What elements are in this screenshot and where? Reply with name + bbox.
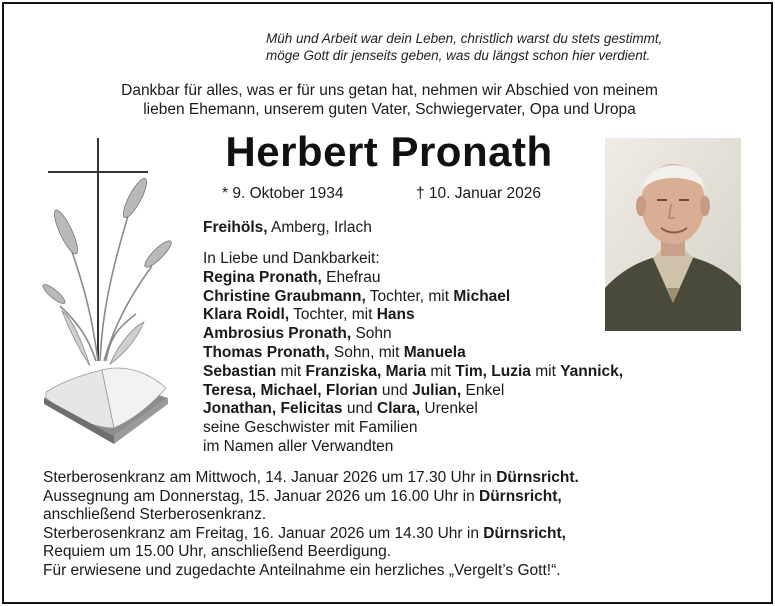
mourner-line-segment: Klara Roidl,: [203, 306, 290, 324]
deceased-name: Herbert Pronath: [225, 128, 553, 175]
mourner-line-segment: Clara,: [377, 400, 421, 418]
mourner-line-segment: Enkel: [461, 381, 505, 399]
event-line-segment: Sterberosenkranz am Freitag, 16. Januar 2026 um 14.30 Uhr in: [43, 524, 484, 542]
event-line-segment: Dürnsricht.: [496, 469, 579, 486]
event-line: [43, 488, 579, 507]
mourner-line-segment: Ambrosius Pronath,: [203, 325, 352, 343]
mourner-line: [203, 363, 623, 382]
mourner-line-segment: seine Geschwister mit Familien: [203, 419, 418, 437]
mourner-line-segment: Tochter, mit: [289, 306, 377, 324]
mourner-line-segment: Thomas Pronath,: [203, 343, 330, 361]
mourner-line-segment: und: [377, 381, 413, 399]
portrait-photo: [605, 138, 741, 331]
mourner-line-segment: Ehefrau: [321, 268, 381, 286]
event-line-segment: anschließend Sterberosenkranz.: [43, 506, 267, 524]
death-date: † 10. Januar 2026: [416, 185, 541, 202]
birth-date: * 9. Oktober 1934: [222, 185, 344, 202]
event-line: [43, 562, 579, 581]
mourner-line-segment: im Namen aller Verwandten: [203, 437, 394, 455]
mourner-line-segment: mit: [530, 362, 561, 380]
verse: [266, 30, 756, 64]
event-line: [43, 506, 579, 525]
event-line-segment: Dürnsricht,: [479, 487, 562, 505]
mourner-line-segment: Sohn: [351, 325, 392, 343]
event-line-segment: Requiem um 15.00 Uhr, anschließend Beerdigung.: [43, 543, 392, 561]
verse-line: möge Gott dir jenseits geben, was du längst schon hier verdient.: [266, 48, 651, 63]
mourner-line: [203, 438, 623, 457]
residence-main: Freihöls,: [203, 219, 268, 236]
mourner-line-segment: Sebastian: [203, 362, 277, 380]
mourner-line-segment: Michael: [453, 287, 511, 305]
mourner-line: [203, 288, 623, 307]
mourner-line-segment: Yannick,: [560, 362, 624, 380]
residence-rest: Amberg, Irlach: [267, 219, 372, 236]
mourner-line-segment: mit: [276, 362, 306, 380]
mourner-line-segment: Sohn, mit: [329, 343, 404, 361]
mourner-line: [203, 325, 623, 344]
mourner-line: [203, 306, 623, 325]
cross-wheat-book-illustration: [40, 136, 180, 456]
mourner-line-segment: Tochter, mit: [365, 287, 454, 305]
mourner-line: [203, 344, 623, 363]
mourner-line: [203, 269, 623, 288]
event-line: [43, 543, 579, 562]
event-line: [43, 525, 579, 544]
funeral-schedule: [43, 469, 579, 581]
residence: [203, 219, 372, 237]
mourner-line: [203, 382, 623, 401]
mourner-line-segment: Julian,: [412, 381, 462, 399]
mourner-line-segment: Manuela: [403, 343, 466, 361]
verse-line: Müh und Arbeit war dein Leben, christlich warst du stets gestimmt,: [266, 31, 663, 46]
event-line-segment: Sterberosenkranz am Mittwoch, 14. Januar 2026 um 17.30 Uhr in: [43, 469, 497, 486]
mourner-line-segment: Tim, Luzia: [455, 362, 531, 380]
mourners-list: [203, 250, 623, 457]
mourner-line-segment: Christine Graubmann,: [203, 287, 366, 305]
event-line-segment: Dürnsricht,: [483, 524, 566, 542]
mourner-line: [203, 400, 623, 419]
event-line-segment: Aussegnung am Donnerstag, 15. Januar 2026 um 16.00 Uhr in: [43, 487, 479, 505]
event-line: [43, 469, 579, 488]
intro-line: lieben Ehemann, unserem guten Vater, Schwiegervater, Opa und Uropa: [143, 101, 636, 118]
mourner-line-segment: Hans: [376, 306, 415, 324]
mourner-line-segment: mit: [426, 362, 456, 380]
mourner-line-segment: Teresa, Michael, Florian: [203, 381, 378, 399]
event-line-segment: Für erwiesene und zugedachte Anteilnahme ein herzliches „Vergelt’s Gott!“.: [43, 561, 561, 579]
mourner-line-segment: Franziska, Maria: [305, 362, 427, 380]
mourner-line-segment: und: [342, 400, 378, 418]
intro-text: [4, 81, 775, 119]
mourner-line-segment: Regina Pronath,: [203, 268, 322, 286]
mourner-line-segment: Jonathan, Felicitas: [203, 400, 343, 418]
mourner-line-segment: Urenkel: [420, 400, 478, 418]
intro-line: Dankbar für alles, was er für uns getan hat, nehmen wir Abschied von meinem: [121, 82, 658, 99]
mourner-line: [203, 250, 623, 269]
mourner-line-segment: In Liebe und Dankbarkeit:: [203, 250, 380, 267]
obituary-frame: [2, 2, 773, 604]
mourner-line: [203, 419, 623, 438]
portrait-image: [605, 138, 741, 331]
